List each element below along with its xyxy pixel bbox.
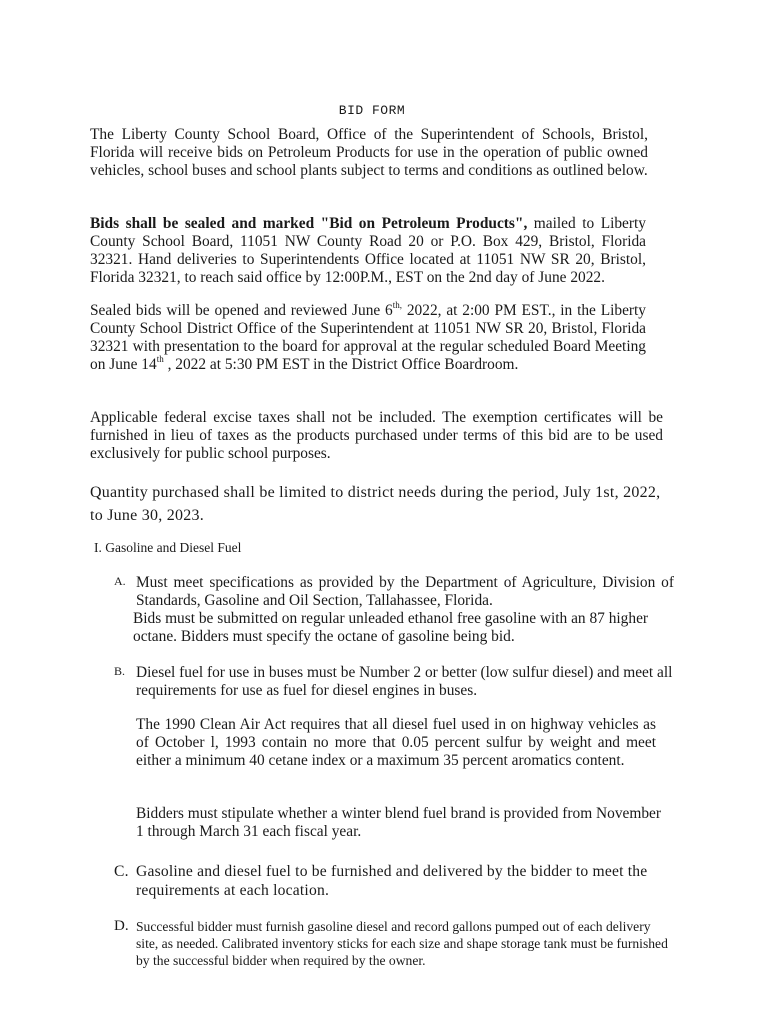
item-a-marker: A. xyxy=(114,574,126,588)
clean-air-act-paragraph: The 1990 Clean Air Act requires that all diesel fuel used in on highway vehicles as of October l, 1993 contain no more that 0.05 percent sulfur by weight and meet either a minimum 40 cetane index or a maximum 35 percent aromatics content. xyxy=(136,716,656,769)
item-c-marker: C. xyxy=(114,863,129,880)
item-a-text: Must meet specifications as provided by the Department of Agriculture, Division of Standards, Gasoline and Oil Section, Tallahassee, Florida. xyxy=(136,574,674,609)
sealed-bids-paragraph xyxy=(90,215,646,287)
bid-opening-sup-1: th, xyxy=(392,299,403,310)
bid-opening-text-2: 2022, at 2:00 PM EST., in the Liberty County School District Office of the Superintendent at 11051 NW SR 20, Bristol, Florida 32321 with presentation to the board for approval at the regular scheduled Board Meeting on June 14 xyxy=(90,302,646,373)
item-d-marker: D. xyxy=(114,918,129,934)
bid-opening-sup-2: th xyxy=(156,353,164,364)
bid-opening-text-1: Sealed bids will be opened and reviewed June 6 xyxy=(90,302,393,319)
section-heading: I. Gasoline and Diesel Fuel xyxy=(94,540,242,555)
sealed-bids-bold-text: Bids shall be sealed and marked "Bid on Petroleum Products", xyxy=(90,215,528,232)
sealed-bids-text: mailed to Liberty County School Board, 11051 NW County Road 20 or P.O. Box 429, Bristol, Florida 32321. Hand deliveries to Superintendents Office located at 11051 NW SR 20, Bristol, Florida 32321, to reach said office by 12:00P.M., EST on the 2nd day of June 2022. xyxy=(90,215,646,286)
bid-opening-text-3: , 2022 at 5:30 PM EST in the District Office Boardroom. xyxy=(163,356,519,373)
list-item-a xyxy=(114,574,674,646)
list-item-b xyxy=(114,664,674,700)
item-d-text: Successful bidder must furnish gasoline diesel and record gallons pumped out of each delivery site, as needed. Calibrated inventory sticks for each size and shape storage tank must be furnished by the successful bidder when required by the owner. xyxy=(136,919,668,968)
intro-paragraph: The Liberty County School Board, Office of the Superintendent of Schools, Bristol, Florida will receive bids on Petroleum Products for use in the operation of public owned vehicles, school buses and school plants subject to terms and conditions as outlined below. xyxy=(90,126,648,179)
item-b-marker: B. xyxy=(114,664,126,678)
item-b-text: Diesel fuel for use in buses must be Number 2 or better (low sulfur diesel) and meet all requirements for use as fuel for diesel engines in buses. xyxy=(136,664,673,699)
list-item-d xyxy=(114,918,674,969)
winter-blend-paragraph: Bidders must stipulate whether a winter blend fuel brand is provided from November 1 through March 31 each fiscal year. xyxy=(136,805,661,840)
bid-opening-paragraph xyxy=(90,299,646,374)
quantity-paragraph: Quantity purchased shall be limited to district needs during the period, July 1st, 2022, to June 30, 2023. xyxy=(90,484,661,524)
page-title: BID FORM xyxy=(338,103,406,118)
item-a-octane-text: Bids must be submitted on regular unleaded ethanol free gasoline with an 87 higher octane. Bidders must specify the octane of gasoline being bid. xyxy=(133,610,649,645)
taxes-paragraph: Applicable federal excise taxes shall not be included. The exemption certificates will be furnished in lieu of taxes as the products purchased under terms of this bid are to be used exclusively for public school purposes. xyxy=(90,409,663,462)
list-item-c xyxy=(114,862,674,900)
item-c-text: Gasoline and diesel fuel to be furnished and delivered by the bidder to meet the requirements at each location. xyxy=(136,863,648,899)
